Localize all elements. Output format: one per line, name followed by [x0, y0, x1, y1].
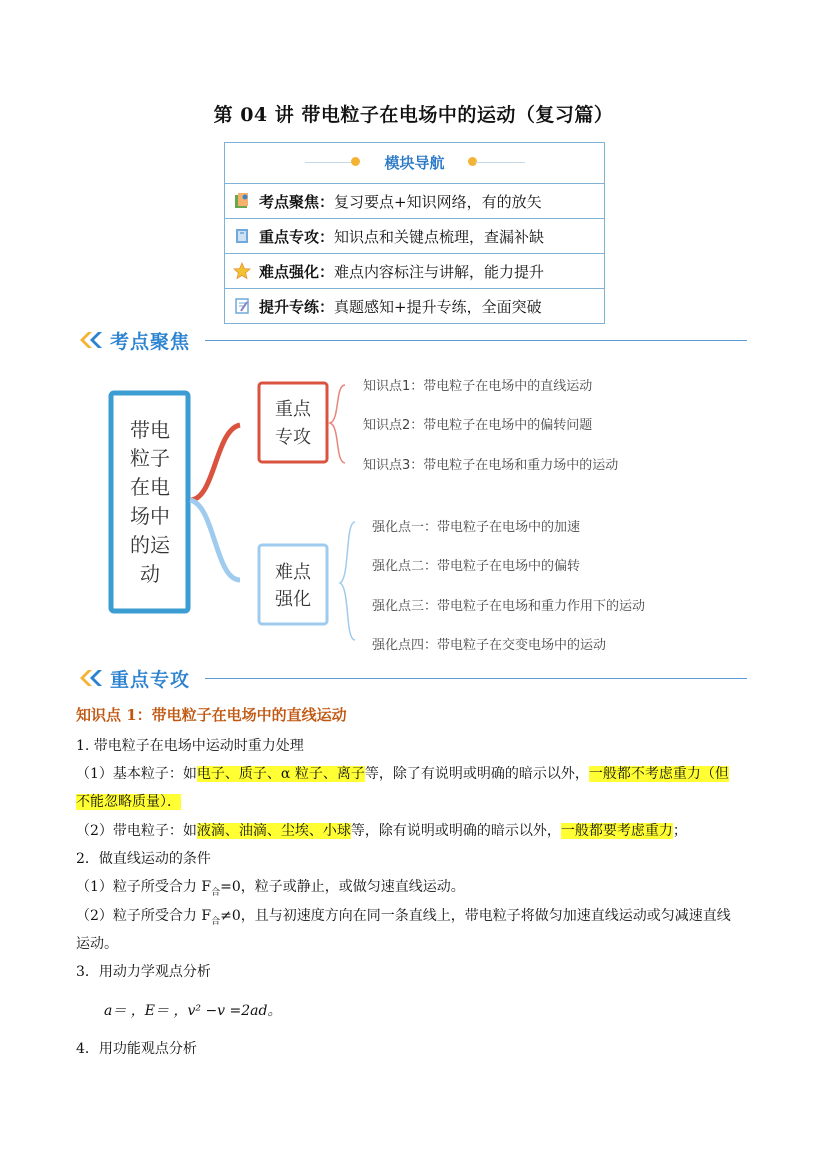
- nav-row-text: 难点内容标注与讲解，能力提升: [334, 262, 545, 281]
- nav-row-label: 提升专练：: [259, 297, 335, 316]
- page-title: 第 04 讲 带电粒子在电场中的运动（复习篇）: [213, 104, 614, 126]
- section-title: 重点专攻: [110, 668, 191, 691]
- nav-row-label: 难点强化：: [259, 262, 335, 281]
- section-header-key: [78, 665, 190, 691]
- connector-blue: [190, 500, 240, 580]
- paragraph-basic-particles-cont: [76, 791, 181, 811]
- paragraph-basic-particles: [76, 763, 729, 783]
- knowledge-point-item: 知识点3：带电粒子在电场和重力场中的运动: [363, 458, 619, 473]
- branch-label: 专攻: [275, 427, 311, 448]
- highlight: 一般都要考虑重力: [560, 823, 673, 839]
- knowledge-point-item: 知识点1：带电粒子在电场中的直线运动: [363, 379, 593, 394]
- nav-row-text: 知识点和关键点梳理，查漏补缺: [334, 227, 545, 246]
- root-line: 在电: [130, 475, 170, 499]
- double-chevron-icon: [78, 667, 104, 689]
- strengthen-point-item: 强化点四：带电粒子在交变电场中的运动: [372, 638, 607, 653]
- branch-label: 重点: [275, 399, 311, 420]
- heading-3: 3．用动力学观点分析: [76, 964, 211, 980]
- nav-row-text: 真题感知+提升专练，全面突破: [334, 297, 542, 316]
- text-run: （1）粒子所受合力 F: [76, 879, 212, 895]
- paragraph-charged-particles: [76, 820, 687, 840]
- highlight: 电子、质子、α 粒子、离子: [196, 766, 365, 782]
- text-run: （2）粒子所受合力 F: [76, 908, 212, 924]
- text-run: ≠0，且与初速度方向在同一条直线上，带电粒子将做匀加速直线运动或匀减速直线: [220, 908, 731, 924]
- text-run: =0，粒子或静止，或做匀速直线运动。: [220, 879, 465, 895]
- branch-box-key: [259, 383, 327, 462]
- highlight: 一般都不考虑重力（但: [588, 766, 729, 782]
- branch-label: 强化: [275, 589, 311, 610]
- text-run: （2）带电粒子：如: [76, 823, 197, 839]
- knowledge-point-item: 知识点2：带电粒子在电场中的偏转问题: [363, 418, 593, 433]
- connector-red: [190, 425, 240, 500]
- section-rule: [205, 678, 747, 679]
- text-run: ；: [672, 823, 687, 839]
- highlight: ．: [167, 794, 181, 810]
- formula-line: a＝ ，E＝ ，v² −v =2ad。: [104, 1003, 282, 1019]
- strengthen-point-item: 强化点一：带电粒子在电场中的加速: [372, 520, 581, 535]
- knowledge-point-title: 知识点 1：带电粒子在电场中的直线运动: [76, 706, 347, 724]
- highlight: 液滴、油滴、尘埃、小球: [196, 823, 351, 839]
- root-line: 场中: [130, 504, 170, 528]
- root-line: 的运: [130, 533, 170, 557]
- brace-blue: [340, 522, 355, 640]
- root-line: 粒子: [130, 446, 170, 470]
- strengthen-point-item: 强化点三：带电粒子在电场和重力作用下的运动: [372, 599, 646, 614]
- nav-row-text: 复习要点+知识网络，有的放矢: [334, 192, 542, 211]
- heading-1: 1. 带电粒子在电场中运动时重力处理: [76, 738, 304, 754]
- heading-4: 4．用功能观点分析: [76, 1041, 197, 1057]
- section-title: 考点聚焦: [110, 330, 191, 353]
- module-nav-title: 模块导航: [384, 154, 445, 172]
- heading-2: 2．做直线运动的条件: [76, 851, 211, 867]
- condition-2: [76, 905, 731, 927]
- brace-red: [330, 385, 345, 463]
- text-run: 等，除有说明或明确的暗示以外，: [350, 823, 561, 839]
- condition-2-cont: 运动。: [76, 936, 118, 952]
- text-run: （1）基本粒子：如: [76, 766, 197, 782]
- subscript: 合: [211, 887, 221, 898]
- nav-row-label: 重点专攻：: [259, 227, 335, 246]
- highlight: 不能忽略质量）: [76, 794, 167, 810]
- text-run: 等，除了有说明或明确的暗示以外，: [364, 766, 589, 782]
- branch-label: 难点: [275, 562, 311, 583]
- condition-1: [76, 876, 465, 898]
- root-line: 带电: [130, 418, 170, 442]
- nav-row-label: 考点聚焦：: [259, 192, 335, 211]
- root-line: 动: [140, 562, 160, 586]
- strengthen-point-item: 强化点二：带电粒子在电场中的偏转: [372, 559, 581, 574]
- subscript: 合: [211, 916, 221, 927]
- branch-box-hard: [259, 545, 327, 624]
